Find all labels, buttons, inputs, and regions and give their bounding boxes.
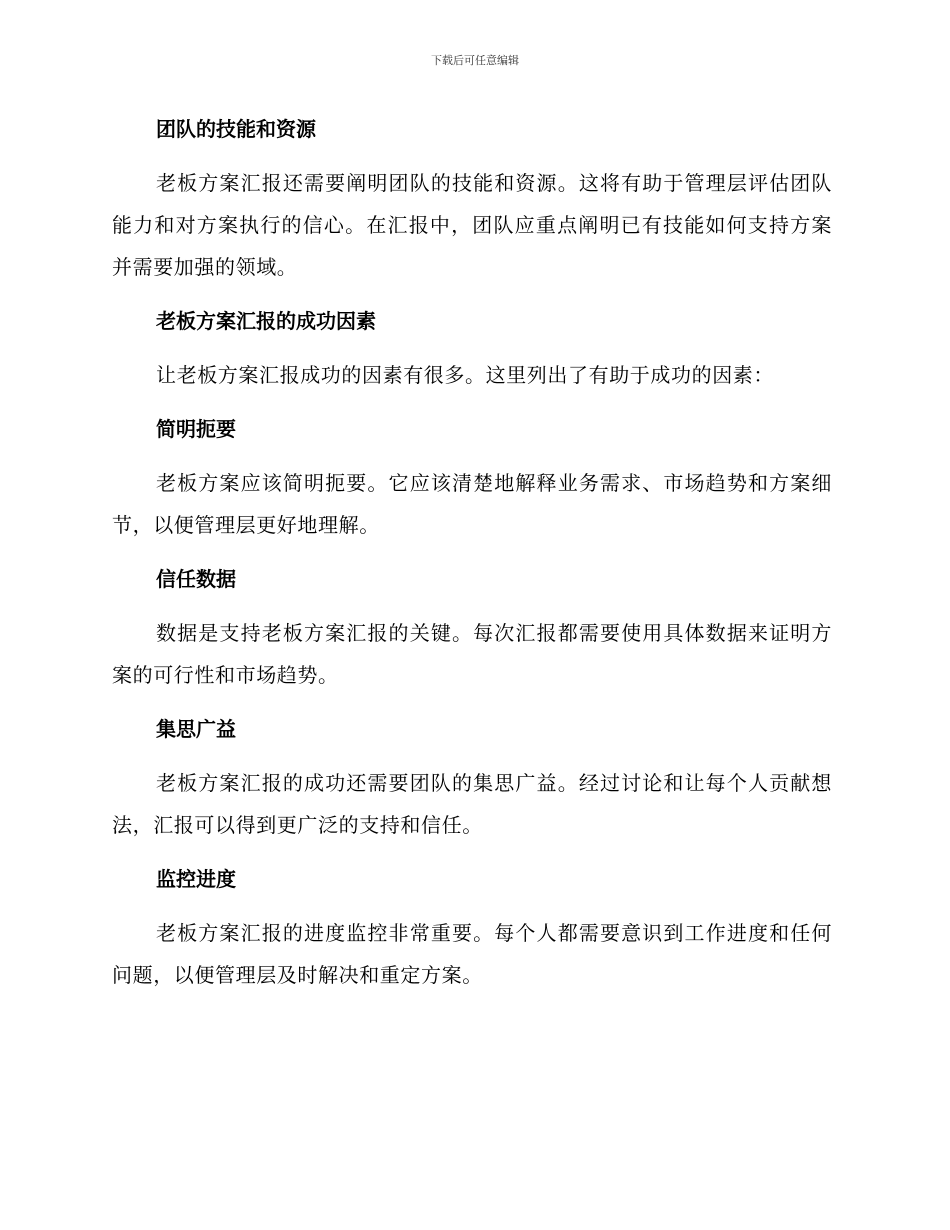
section-trust-data: [112, 558, 832, 696]
section-paragraph: 让老板方案汇报成功的因素有很多。这里列出了有助于成功的因素：: [156, 363, 774, 387]
section-success-factors: [112, 300, 832, 396]
section-heading: 监控进度: [156, 867, 236, 891]
section-brainstorm: [112, 708, 832, 846]
section-monitor-progress: [112, 858, 832, 996]
section-heading: 团队的技能和资源: [156, 117, 316, 141]
section-paragraph: 老板方案汇报的进度监控非常重要。每个人都需要意识到工作进度和任何问题，以便管理层及时解决和重定方案。: [112, 921, 832, 987]
section-paragraph: 老板方案汇报还需要阐明团队的技能和资源。这将有助于管理层评估团队能力和对方案执行的信心。在汇报中，团队应重点阐明已有技能如何支持方案并需要加强的领域。: [112, 171, 832, 279]
section-paragraph: 老板方案汇报的成功还需要团队的集思广益。经过讨论和让每个人贡献想法，汇报可以得到更广泛的支持和信任。: [112, 771, 832, 837]
section-heading: 集思广益: [156, 717, 236, 741]
section-team-skills: [112, 108, 832, 288]
document-body: [112, 108, 832, 1008]
section-heading: 老板方案汇报的成功因素: [156, 309, 376, 333]
section-paragraph: 老板方案应该简明扼要。它应该清楚地解释业务需求、市场趋势和方案细节，以便管理层更好地理解。: [112, 471, 832, 537]
section-heading: 信任数据: [156, 567, 236, 591]
page-header: 下载后可任意编辑: [431, 54, 519, 67]
section-paragraph: 数据是支持老板方案汇报的关键。每次汇报都需要使用具体数据来证明方案的可行性和市场趋势。: [112, 621, 832, 687]
section-concise: [112, 408, 832, 546]
section-heading: 简明扼要: [156, 417, 236, 441]
